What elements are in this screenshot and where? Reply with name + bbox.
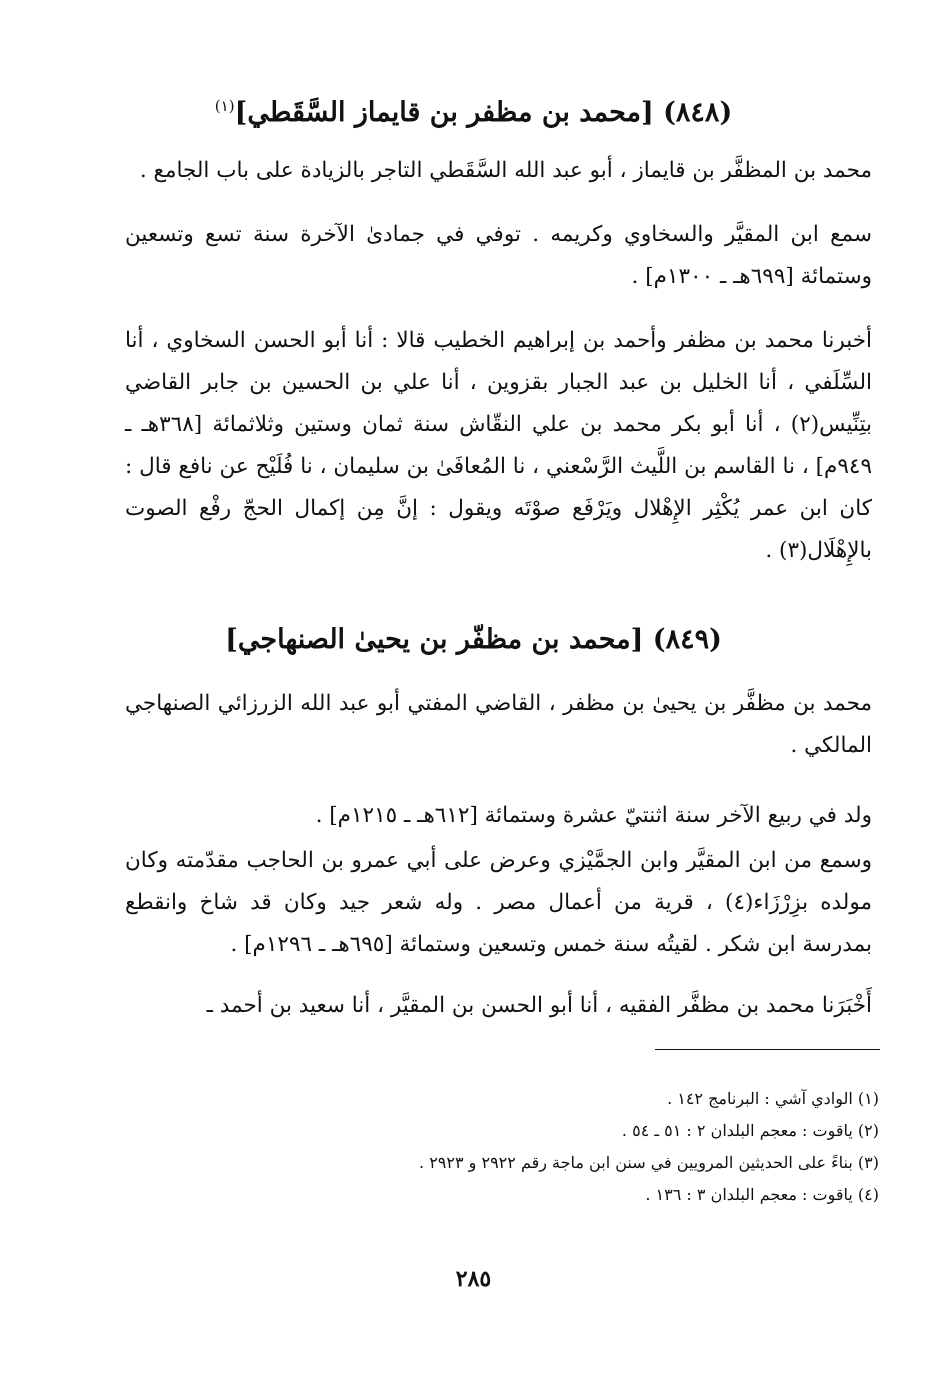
entry-849-paragraph-1: محمد بن مظفَّر بن يحيىٰ بن مظفر ، القاضي المفتي أبو عبد الله الزرزائي الصنهاجي المالكي . <box>125 691 872 758</box>
entry-849-paragraph-3: وسمع من ابن المقيَّر وابن الجمَّيْزي وعرض على أبي عمرو بن الحاجب مقدّمته وكان مولده بزِرْزَاء(٤) ، قرية من أعمال مصر . وله شعر جيد وكان قد شاخ وانقطع بمدرسة ابن شكر . لقيتُه سنة خمس وتسعين وستمائة [٦٩٥هـ ـ ١٢٩٦م] . <box>125 848 872 957</box>
entry-849-heading: (٨٤٩) [محمد بن مظفّر بن يحيىٰ الصنهاجي] <box>225 624 722 655</box>
entry-848-paragraph-1: محمد بن المظفَّر بن قايماز ، أبو عبد الله السَّقَطي التاجر بالزيادة على باب الجامع . <box>139 158 872 183</box>
entry-849-paragraph-4: أَخْبَرَنا محمد بن مظفَّر الفقيه ، أنا أبو الحسن بن المقيَّر ، أنا سعيد بن أحمد ـ <box>206 993 872 1018</box>
footnote-ref-1: (١) <box>214 97 235 115</box>
footnote-2: (٢) ياقوت : معجم البلدان ٢ : ٥١ ـ ٥٤ . <box>621 1121 879 1140</box>
footnote-3: (٣) بناءً على الحديثين المرويين في سنن ابن ماجة رقم ٢٩٢٢ و ٢٩٢٣ . <box>419 1153 879 1172</box>
page-number: ٢٨٥ <box>455 1266 492 1292</box>
entry-848-paragraph-2: سمع ابن المقيَّر والسخاوي وكريمه . توفي في جمادىٰ الآخرة سنة تسع وتسعين وستمائة [٦٩٩هـ ـ ١٣٠٠م] . <box>125 222 872 289</box>
entry-848-heading <box>120 86 827 133</box>
footnotes <box>200 1083 879 1211</box>
footnote-1: (١) الوادي آشي : البرنامج ١٤٢ . <box>667 1089 879 1108</box>
entry-849-paragraph-2: ولد في ربيع الآخر سنة اثنتيّ عشرة وستمائة [٦١٢هـ ـ ١٢١٥م] . <box>315 803 872 828</box>
footnote-4: (٤) ياقوت : معجم البلدان ٣ : ١٣٦ . <box>645 1185 879 1204</box>
footnote-divider <box>655 1049 880 1050</box>
entry-848-paragraph-3: أخبرنا محمد بن مظفر وأحمد بن إبراهيم الخطيب قالا : أنا أبو الحسن السخاوي ، أنا السِّلَفي ، أنا الخليل بن عبد الجبار بقزوين ، أنا علي بن الحسين بن جابر القاضي بتِنِّيس(٢) ، أنا أبو بكر محمد بن علي النقّاش سنة ثمان وستين وثلاثمائة [٣٦٨هـ ـ ٩٤٩م] ، نا القاسم بن اللَّيث الرَّسْعني ، نا المُعافَىٰ بن سليمان ، نا فُلَيْح عن نافع قال : كان ابن عمر يُكْثِر الإِهْلال ويَرْفَع صوْتَه ويقول : إنَّ مِن إكمال الحجّ رفْع الصوت بالإِهْلَال(٣) . <box>125 328 872 563</box>
entry-848-heading-text: (٨٤٨) [محمد بن مظفر بن قايماز السَّقَطي] <box>234 97 733 128</box>
